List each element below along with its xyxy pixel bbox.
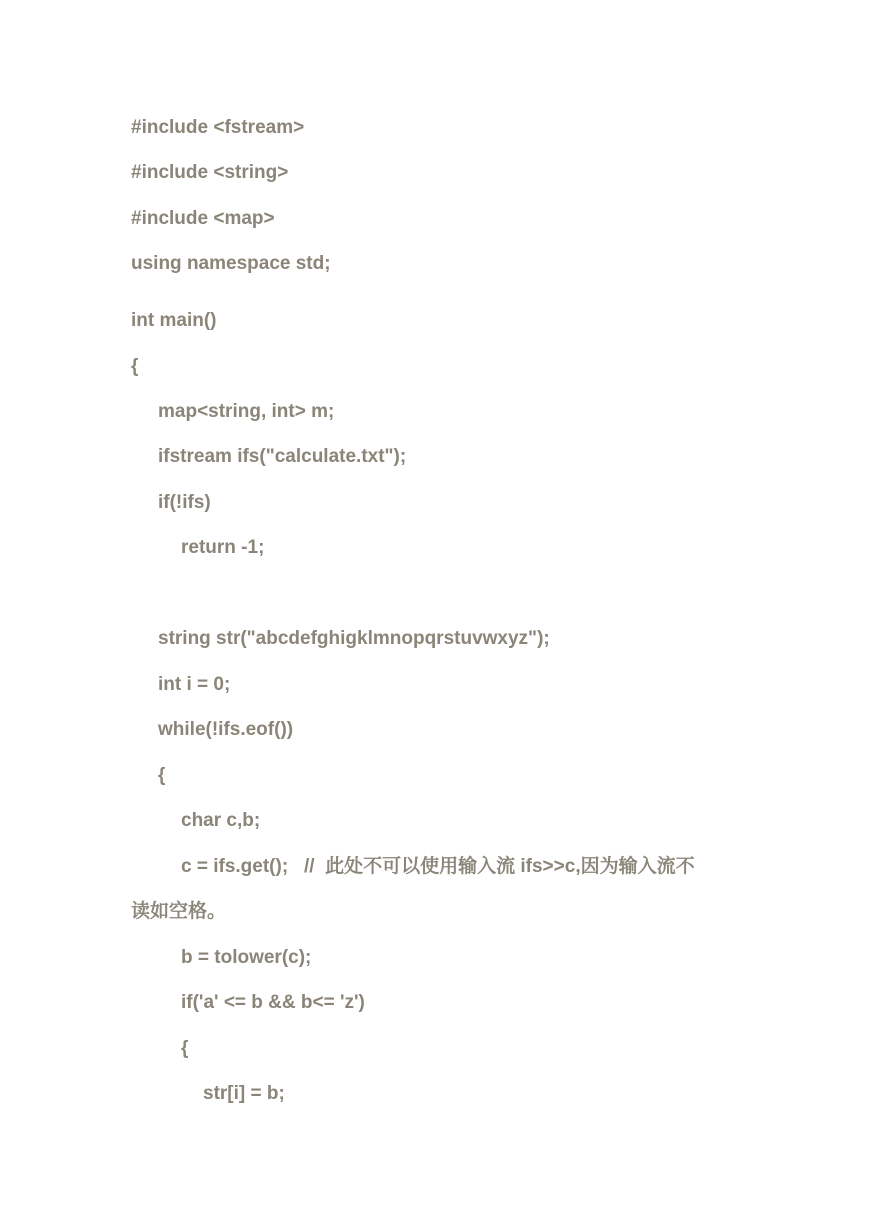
code-line-int-i: int i = 0; — [158, 674, 231, 695]
code-line-str-assign: str[i] = b; — [203, 1083, 285, 1104]
code-line-while: while(!ifs.eof()) — [158, 719, 294, 740]
code-line-if-brace: { — [181, 1038, 189, 1059]
code-line-map-decl: map<string, int> m; — [158, 401, 335, 422]
code-line-ifstream-decl: ifstream ifs("calculate.txt"); — [158, 446, 407, 467]
code-line-include-string: #include <string> — [131, 162, 289, 183]
code-line-if-not-ifs: if(!ifs) — [158, 492, 211, 513]
code-line-char-decl: char c,b; — [181, 810, 261, 831]
code-line-tolower: b = tolower(c); — [181, 947, 312, 968]
code-line-get-with-comment: c = ifs.get(); // 此处不可以使用输入流 ifs>>c,因为输入流不 — [181, 856, 695, 877]
code-line-if-range: if('a' <= b && b<= 'z') — [181, 992, 365, 1013]
code-line-int-main: int main() — [131, 310, 217, 331]
code-line-string-decl: string str("abcdefghigklmnopqrstuvwxyz"); — [158, 628, 550, 649]
code-line-return: return -1; — [181, 537, 265, 558]
code-line-include-map: #include <map> — [131, 208, 275, 229]
code-line-while-brace: { — [158, 765, 166, 786]
code-line-open-brace: { — [131, 356, 139, 377]
code-line-include-fstream: #include <fstream> — [131, 117, 305, 138]
code-line-comment-continuation: 读如空格。 — [131, 901, 227, 922]
code-line-using-namespace: using namespace std; — [131, 253, 331, 274]
